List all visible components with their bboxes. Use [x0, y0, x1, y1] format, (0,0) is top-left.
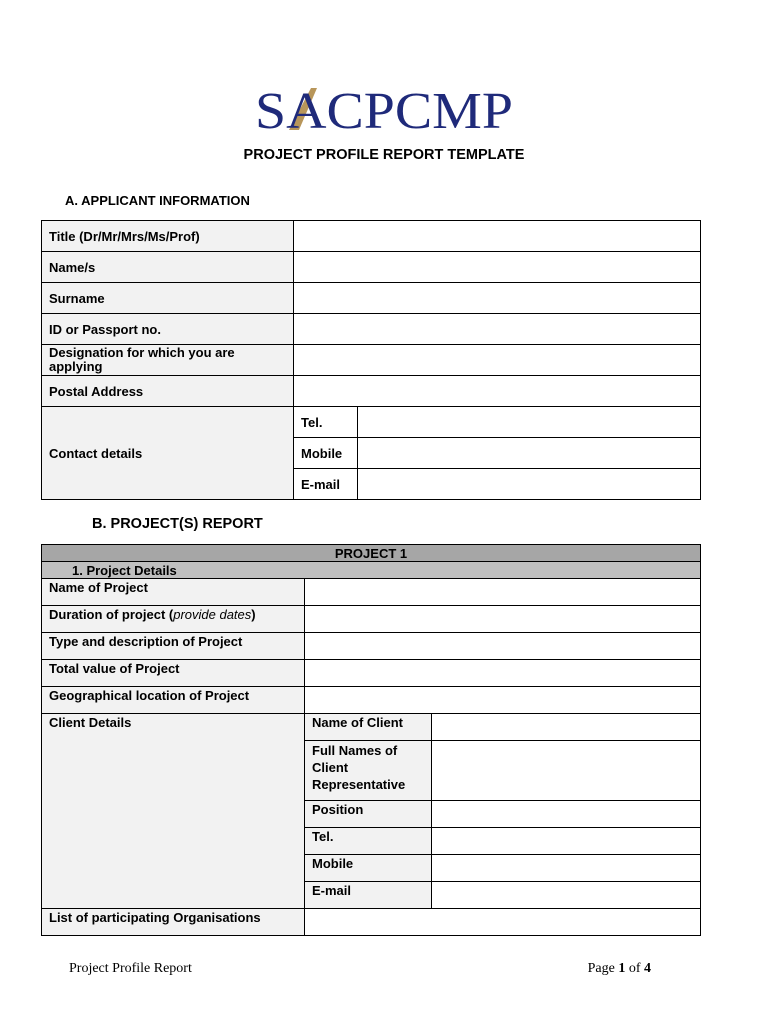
id-passport-field[interactable]	[294, 314, 701, 345]
project-report-table	[41, 544, 701, 936]
label-names: Name/s	[42, 252, 294, 283]
label-client-email: E-mail	[305, 882, 432, 909]
client-email-field[interactable]	[432, 882, 701, 909]
section-a-heading: A. APPLICANT INFORMATION	[65, 193, 250, 208]
client-position-field[interactable]	[432, 801, 701, 828]
client-representative-field[interactable]	[432, 741, 701, 801]
project-heading: PROJECT 1	[42, 545, 701, 562]
duration-label-close: )	[251, 607, 256, 622]
label-project-name: Name of Project	[42, 579, 305, 606]
client-name-field[interactable]	[432, 714, 701, 741]
project-type-field[interactable]	[305, 633, 701, 660]
label-designation: Designation for which you are applying	[42, 345, 294, 376]
project-value-field[interactable]	[305, 660, 701, 687]
label-contact-details: Contact details	[42, 407, 294, 500]
label-surname: Surname	[42, 283, 294, 314]
logo-text: SACPCMP	[255, 84, 513, 134]
label-email: E-mail	[294, 469, 358, 500]
footer-page-word: Page	[587, 961, 615, 976]
footer-of-word: of	[628, 961, 641, 976]
label-client-details: Client Details	[42, 714, 305, 909]
participating-organisations-field[interactable]	[305, 909, 701, 936]
mobile-field[interactable]	[358, 438, 701, 469]
label-client-mobile: Mobile	[305, 855, 432, 882]
duration-label-hint: provide dates	[173, 607, 252, 622]
label-project-location: Geographical location of Project	[42, 687, 305, 714]
label-project-type: Type and description of Project	[42, 633, 305, 660]
label-client-representative: Full Names of Client Representative	[305, 741, 432, 801]
email-field[interactable]	[358, 469, 701, 500]
label-participating-organisations: List of participating Organisations	[42, 909, 305, 936]
project-name-field[interactable]	[305, 579, 701, 606]
applicant-information-table	[41, 220, 701, 500]
section-b-heading: B. PROJECT(S) REPORT	[92, 516, 263, 532]
tel-field[interactable]	[358, 407, 701, 438]
names-field[interactable]	[294, 252, 701, 283]
designation-field[interactable]	[294, 345, 701, 376]
client-mobile-field[interactable]	[432, 855, 701, 882]
sacpcmp-logo	[255, 84, 515, 134]
label-tel: Tel.	[294, 407, 358, 438]
client-tel-field[interactable]	[432, 828, 701, 855]
footer-total-pages: 4	[644, 961, 651, 976]
label-project-duration	[42, 606, 305, 633]
label-title: Title (Dr/Mr/Mrs/Ms/Prof)	[42, 221, 294, 252]
label-client-name: Name of Client	[305, 714, 432, 741]
project-details-heading: 1. Project Details	[42, 562, 701, 579]
project-duration-field[interactable]	[305, 606, 701, 633]
label-client-position: Position	[305, 801, 432, 828]
footer-document-name: Project Profile Report	[69, 961, 192, 976]
duration-label-text: Duration of project (	[49, 607, 174, 622]
postal-address-field[interactable]	[294, 376, 701, 407]
label-project-value: Total value of Project	[42, 660, 305, 687]
footer-current-page: 1	[618, 961, 626, 976]
label-postal-address: Postal Address	[42, 376, 294, 407]
project-location-field[interactable]	[305, 687, 701, 714]
label-client-tel: Tel.	[305, 828, 432, 855]
surname-field[interactable]	[294, 283, 701, 314]
label-mobile: Mobile	[294, 438, 358, 469]
label-id-passport: ID or Passport no.	[42, 314, 294, 345]
title-field[interactable]	[294, 221, 701, 252]
document-title: PROJECT PROFILE REPORT TEMPLATE	[243, 147, 525, 163]
footer-page-number	[588, 961, 651, 977]
